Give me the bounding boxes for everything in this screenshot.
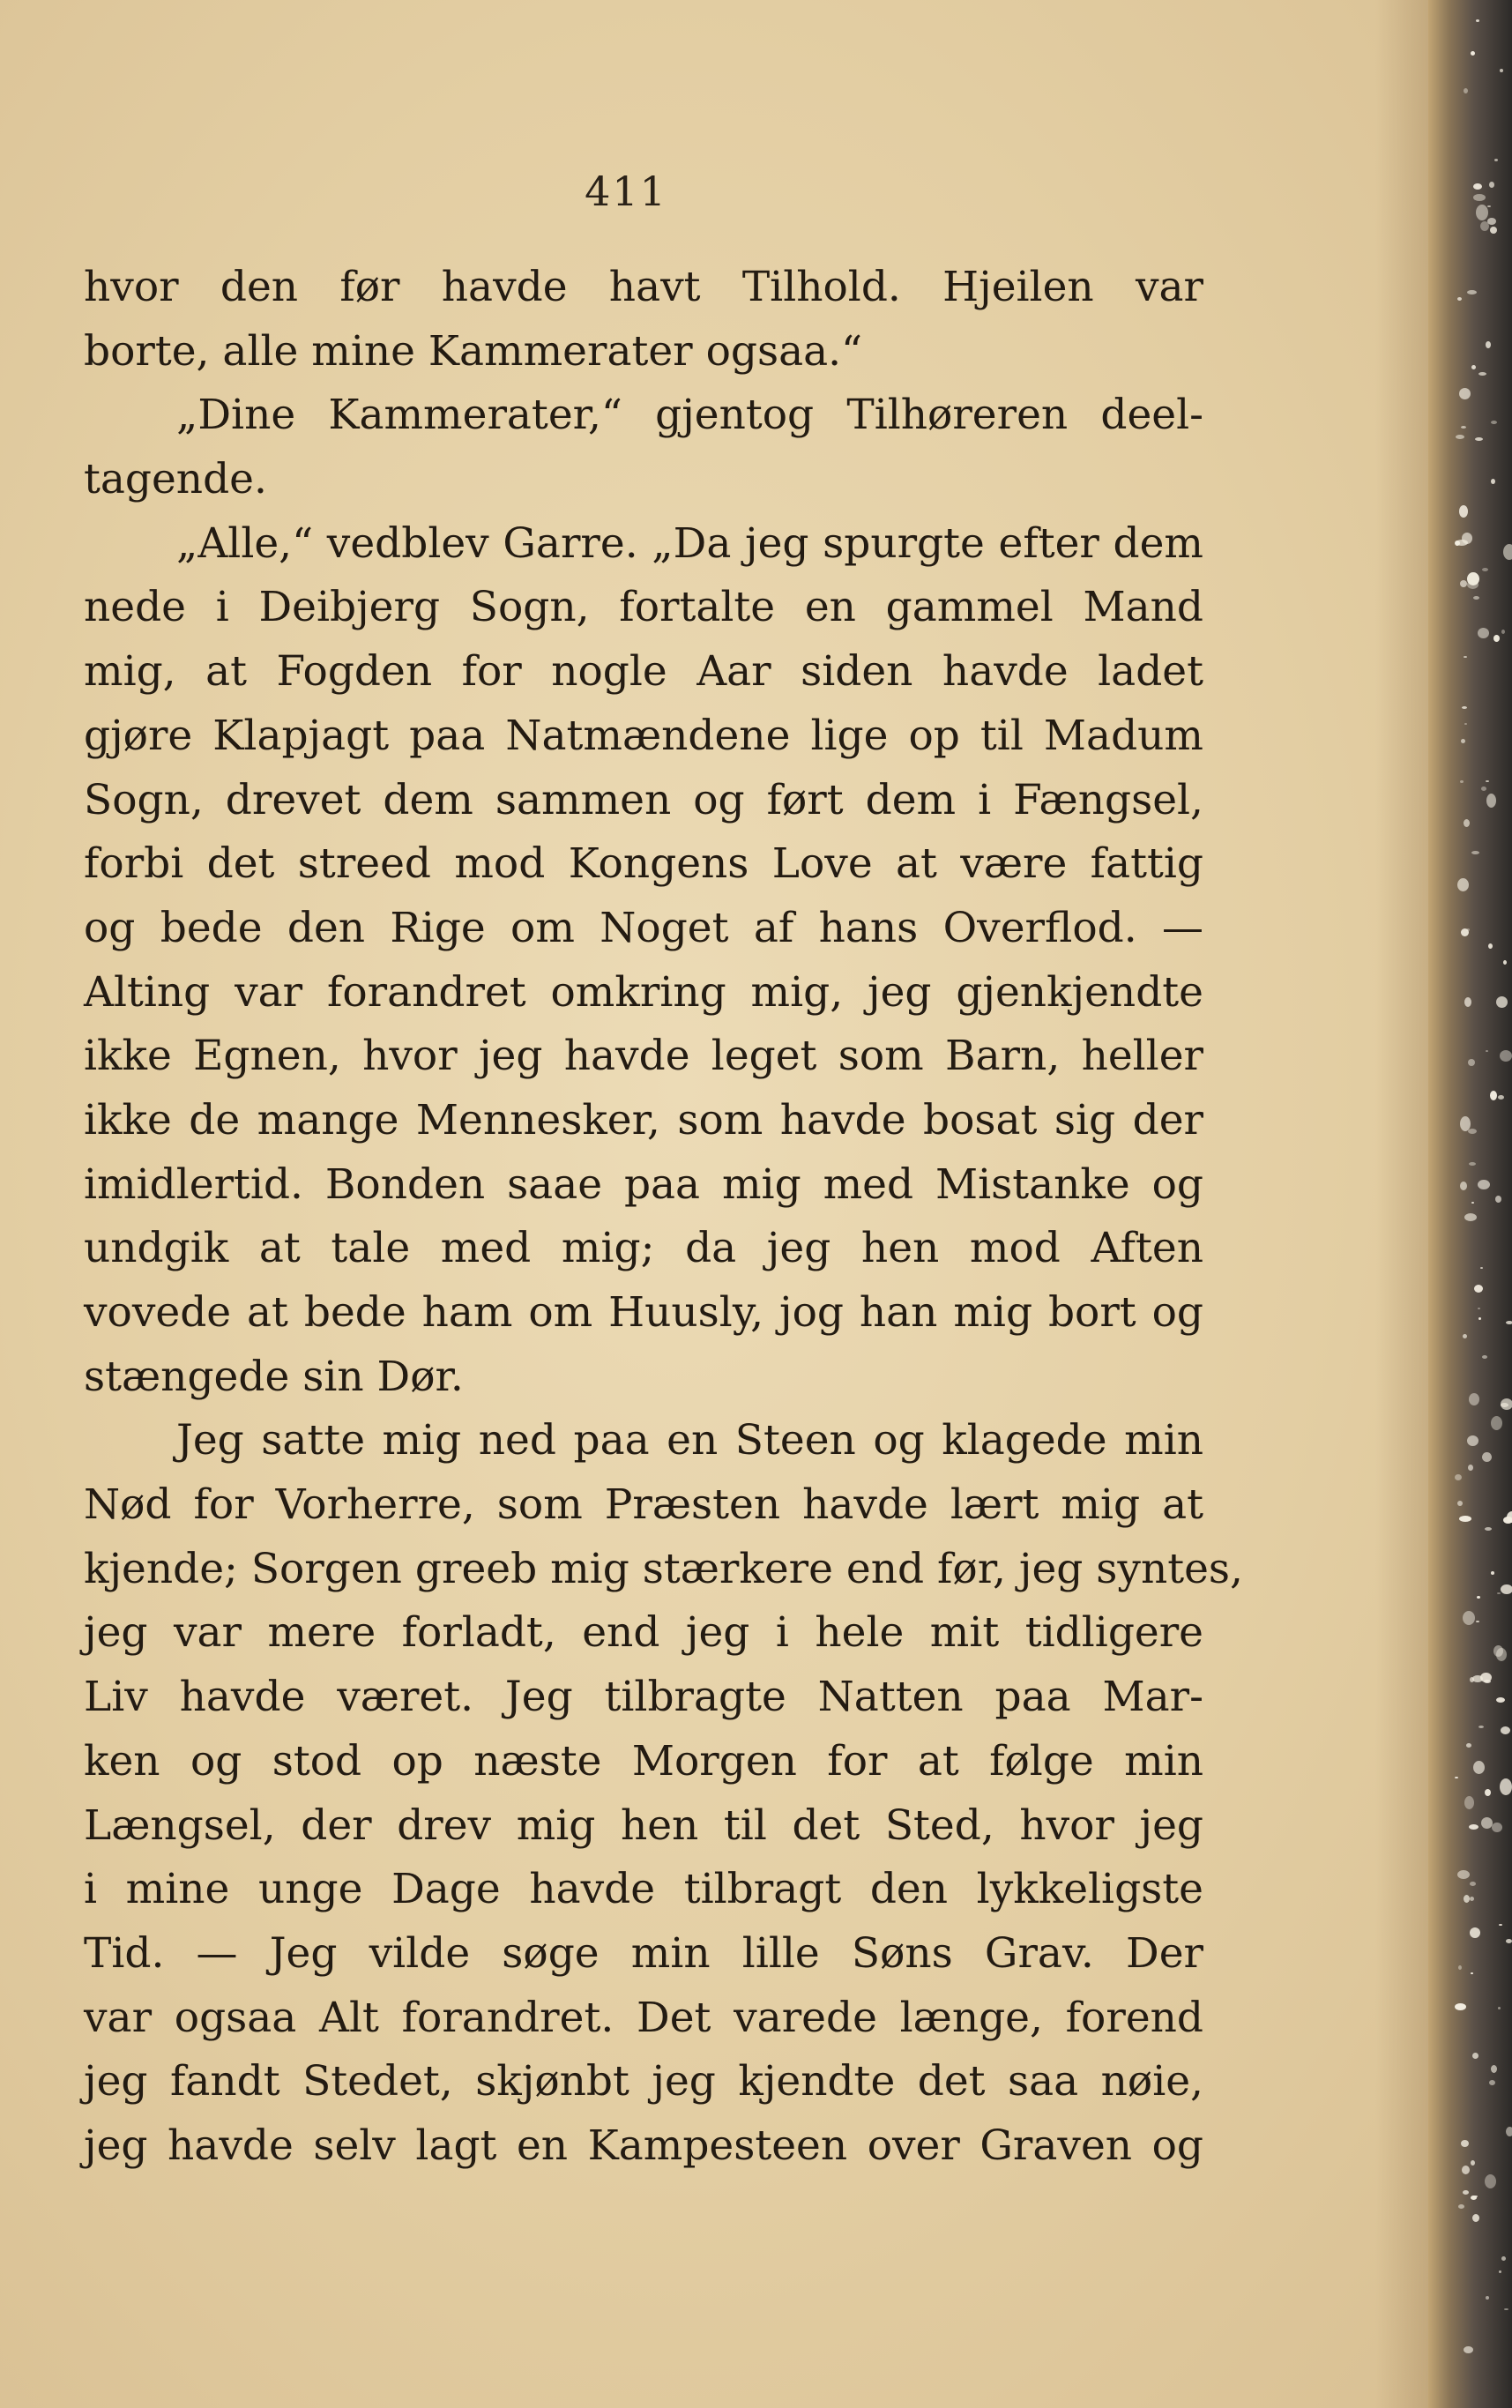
text-line: Sogn, drevet dem sammen og ført dem i Fængsel, <box>84 775 1203 824</box>
text-line: tagende. <box>84 455 267 504</box>
paper-speck <box>1491 1416 1502 1430</box>
paper-speck <box>1493 1645 1503 1657</box>
paper-speck <box>1500 69 1503 72</box>
paper-speck <box>1472 2214 1479 2222</box>
paper-speck <box>1498 2007 1501 2009</box>
text-line: ken og stod op næste Morgen for at følge min <box>84 1736 1203 1785</box>
paper-speck <box>1503 960 1507 965</box>
paper-speck <box>1499 1924 1502 1926</box>
paper-speck <box>1489 182 1494 188</box>
paper-speck <box>1495 1196 1501 1203</box>
paper-speck <box>1496 1697 1505 1703</box>
paper-speck <box>1501 630 1505 634</box>
paper-speck <box>1478 1726 1484 1728</box>
paper-speck <box>1460 1116 1471 1131</box>
paper-speck <box>1501 1398 1512 1410</box>
paper-speck <box>1464 1213 1477 1221</box>
paper-speck <box>1487 218 1496 225</box>
paper-speck <box>1463 2190 1469 2195</box>
paper-speck <box>1464 88 1468 93</box>
paper-speck <box>1486 780 1489 782</box>
paper-speck <box>1478 1180 1490 1189</box>
text-line: jeg fandt Stedet, skjønbt jeg kjendte det saa nøie, <box>84 2057 1203 2106</box>
paper-speck <box>1464 1796 1474 1809</box>
paper-speck <box>1468 1129 1477 1134</box>
page-number: 411 <box>585 168 667 215</box>
paper-speck <box>1476 1621 1479 1622</box>
paper-speck <box>1473 183 1482 190</box>
paper-speck <box>1461 739 1465 743</box>
paper-speck <box>1457 878 1469 891</box>
paper-speck <box>1481 1817 1493 1829</box>
paper-speck <box>1464 1895 1470 1903</box>
paper-speck <box>1496 996 1508 1008</box>
text-line: jeg var mere forladt, end jeg i hele mit tidligere <box>84 1608 1203 1658</box>
paper-speck <box>1468 1465 1473 1471</box>
paper-speck <box>1471 1972 1473 1974</box>
paper-speck <box>1463 1611 1475 1625</box>
paper-speck <box>1457 1870 1470 1879</box>
body-text <box>84 256 1243 2179</box>
paper-speck <box>1506 1321 1512 1324</box>
paper-speck <box>1471 2196 1477 2200</box>
paper-speck <box>1455 2003 1466 2010</box>
paper-speck <box>1457 297 1462 301</box>
paper-speck <box>1469 1393 1479 1405</box>
paper-speck <box>1471 365 1476 369</box>
paper-speck <box>1467 1435 1478 1446</box>
page-shadow <box>1375 0 1428 2408</box>
text-line: „Dine Kammerater,“ gjentog Tilhøreren deel- <box>176 391 1203 440</box>
paper-speck <box>1489 2080 1495 2085</box>
paper-speck <box>1494 159 1498 161</box>
paper-speck <box>1504 2308 1508 2310</box>
paper-speck <box>1497 1592 1501 1594</box>
text-line: stængede sin Dør. <box>84 1352 464 1401</box>
paper-speck <box>1480 1267 1483 1269</box>
text-line: Alting var forandret omkring mig, jeg gjenkjendte <box>84 967 1203 1017</box>
paper-speck <box>1476 19 1479 22</box>
paper-speck <box>1478 1308 1480 1309</box>
paper-speck <box>1470 1927 1480 1938</box>
text-line: Længsel, der drev mig hen til det Sted, hvor jeg <box>84 1800 1203 1850</box>
paper-speck <box>1485 2174 1496 2188</box>
paper-speck <box>1464 656 1467 658</box>
paper-speck <box>1498 1095 1504 1100</box>
text-line: hvor den før havde havt Tilhold. Hjeilen var <box>84 263 1203 311</box>
paper-speck <box>1461 928 1469 936</box>
paper-speck <box>1501 2256 1506 2261</box>
paper-speck <box>1503 1517 1512 1524</box>
page-edge <box>1428 0 1512 2408</box>
paper-speck <box>1506 2127 1512 2136</box>
text-line: Jeg satte mig ned paa en Steen og klagede min <box>176 1416 1203 1465</box>
paper-speck <box>1470 1677 1474 1682</box>
paper-speck <box>1484 1680 1491 1683</box>
paper-speck <box>1477 1596 1480 1599</box>
paper-speck <box>1491 1571 1494 1575</box>
paper-speck <box>1486 341 1491 348</box>
paper-speck <box>1458 1965 1462 1970</box>
paper-speck <box>1493 635 1500 642</box>
paper-speck <box>1464 2346 1473 2353</box>
paper-speck <box>1500 1050 1512 1062</box>
text-line: vovede at bede ham om Huusly, jog han mig bort og <box>84 1288 1203 1337</box>
paper-speck <box>1459 1516 1471 1522</box>
paper-speck <box>1490 227 1497 234</box>
text-line: var ogsaa Alt forandret. Det varede længe, forend <box>84 1993 1203 2042</box>
paper-speck <box>1467 572 1479 585</box>
text-line: Nød for Vorherre, som Præsten havde lært mig at <box>84 1480 1203 1530</box>
text-line: kjende; Sorgen greeb mig stærkere end før, jeg syntes, <box>84 1544 1243 1593</box>
paper-speck <box>1482 1355 1487 1359</box>
paper-speck <box>1455 1777 1458 1778</box>
paper-speck <box>1468 1059 1475 1066</box>
paper-speck <box>1501 1726 1510 1734</box>
paper-speck <box>1471 2160 1475 2166</box>
paper-speck <box>1459 505 1468 518</box>
paper-speck <box>1486 1050 1488 1052</box>
paper-speck <box>1500 1778 1512 1795</box>
paper-speck <box>1473 1761 1485 1774</box>
paper-speck <box>1492 1823 1502 1832</box>
text-line: „Alle,“ vedblev Garre. „Da jeg spurgte efter dem <box>176 518 1203 568</box>
paper-speck <box>1499 2270 1501 2273</box>
paper-speck <box>1455 540 1460 546</box>
paper-speck <box>1506 1939 1512 1943</box>
paper-speck <box>1471 851 1479 854</box>
paper-speck <box>1460 780 1464 783</box>
text-line: mig, at Fogden for nogle Aar siden havde ladet <box>84 647 1203 697</box>
text-line: imidlertid. Bonden saae paa mig med Mistanke og <box>84 1159 1203 1209</box>
paper-speck <box>1476 205 1488 220</box>
text-line: undgik at tale med mig; da jeg hen mod Aften <box>84 1224 1203 1273</box>
text-line: i mine unge Dage havde tilbragt den lykkeligste <box>84 1865 1203 1914</box>
paper-speck <box>1457 1501 1463 1506</box>
paper-speck <box>1467 290 1477 294</box>
paper-speck <box>1470 1882 1476 1886</box>
paper-speck <box>1486 2296 1489 2300</box>
paper-speck <box>1478 372 1486 376</box>
paper-speck <box>1474 1285 1483 1293</box>
paper-speck <box>1491 479 1495 484</box>
paper-speck <box>1486 794 1496 808</box>
paper-speck <box>1458 2204 1464 2209</box>
paper-speck <box>1478 628 1489 638</box>
text-line: Liv havde været. Jeg tilbragte Natten paa Mar- <box>84 1673 1203 1722</box>
text-line: nede i Deibjerg Sogn, fortalte en gammel Mand <box>84 583 1203 632</box>
paper-speck <box>1464 997 1471 1007</box>
paper-speck <box>1471 1202 1474 1204</box>
paper-speck <box>1456 435 1464 439</box>
paper-speck <box>1490 1091 1497 1100</box>
paper-speck <box>1482 568 1488 571</box>
paper-speck <box>1485 1789 1491 1796</box>
paper-speck <box>1491 2065 1497 2073</box>
text-line: borte, alle mine Kammerater ogsaa.“ <box>84 326 863 376</box>
paper-speck <box>1463 1334 1467 1338</box>
paper-speck <box>1475 437 1483 441</box>
paper-speck <box>1461 426 1466 429</box>
paper-speck <box>1464 819 1470 827</box>
paper-speck <box>1485 1527 1492 1531</box>
paper-speck <box>1455 1474 1462 1480</box>
paper-speck <box>1461 2140 1469 2147</box>
text-line: jeg havde selv lagt en Kampesteen over Graven og <box>84 2121 1203 2170</box>
paper-speck <box>1462 706 1467 709</box>
paper-speck <box>1488 943 1493 949</box>
paper-speck <box>1482 1452 1492 1462</box>
paper-speck <box>1469 1824 1478 1830</box>
paper-speck <box>1472 2053 1478 2059</box>
text-line: gjøre Klapjagt paa Natmændene lige op til Madum <box>84 711 1203 760</box>
paper-speck <box>1460 1182 1467 1190</box>
paper-speck <box>1503 544 1512 560</box>
paper-speck <box>1473 596 1479 600</box>
paper-speck <box>1459 388 1471 399</box>
paper-speck <box>1469 1162 1476 1166</box>
paper-speck <box>1487 205 1491 207</box>
paper-speck <box>1481 787 1486 791</box>
paper-speck <box>1501 1584 1512 1594</box>
paper-speck <box>1470 1897 1474 1901</box>
paper-speck <box>1460 580 1467 587</box>
paper-speck <box>1491 421 1497 424</box>
text-line: ikke de mange Mennesker, som havde bosat sig der <box>84 1095 1203 1144</box>
text-line: forbi det streed mod Kongens Love at være fattig <box>84 839 1203 889</box>
paper-speck <box>1473 194 1486 201</box>
paper-speck <box>1478 1317 1481 1320</box>
paper-speck <box>1471 51 1475 56</box>
text-line: ikke Egnen, hvor jeg havde leget som Barn, heller <box>84 1032 1203 1081</box>
text-line: og bede den Rige om Noget af hans Overflod. — <box>84 903 1203 952</box>
text-line: Tid. — Jeg vilde søge min lille Søns Grav. Der <box>84 1928 1203 1978</box>
paper-speck <box>1464 723 1467 725</box>
paper-speck <box>1466 1743 1471 1748</box>
paper-speck <box>1462 2166 1470 2174</box>
